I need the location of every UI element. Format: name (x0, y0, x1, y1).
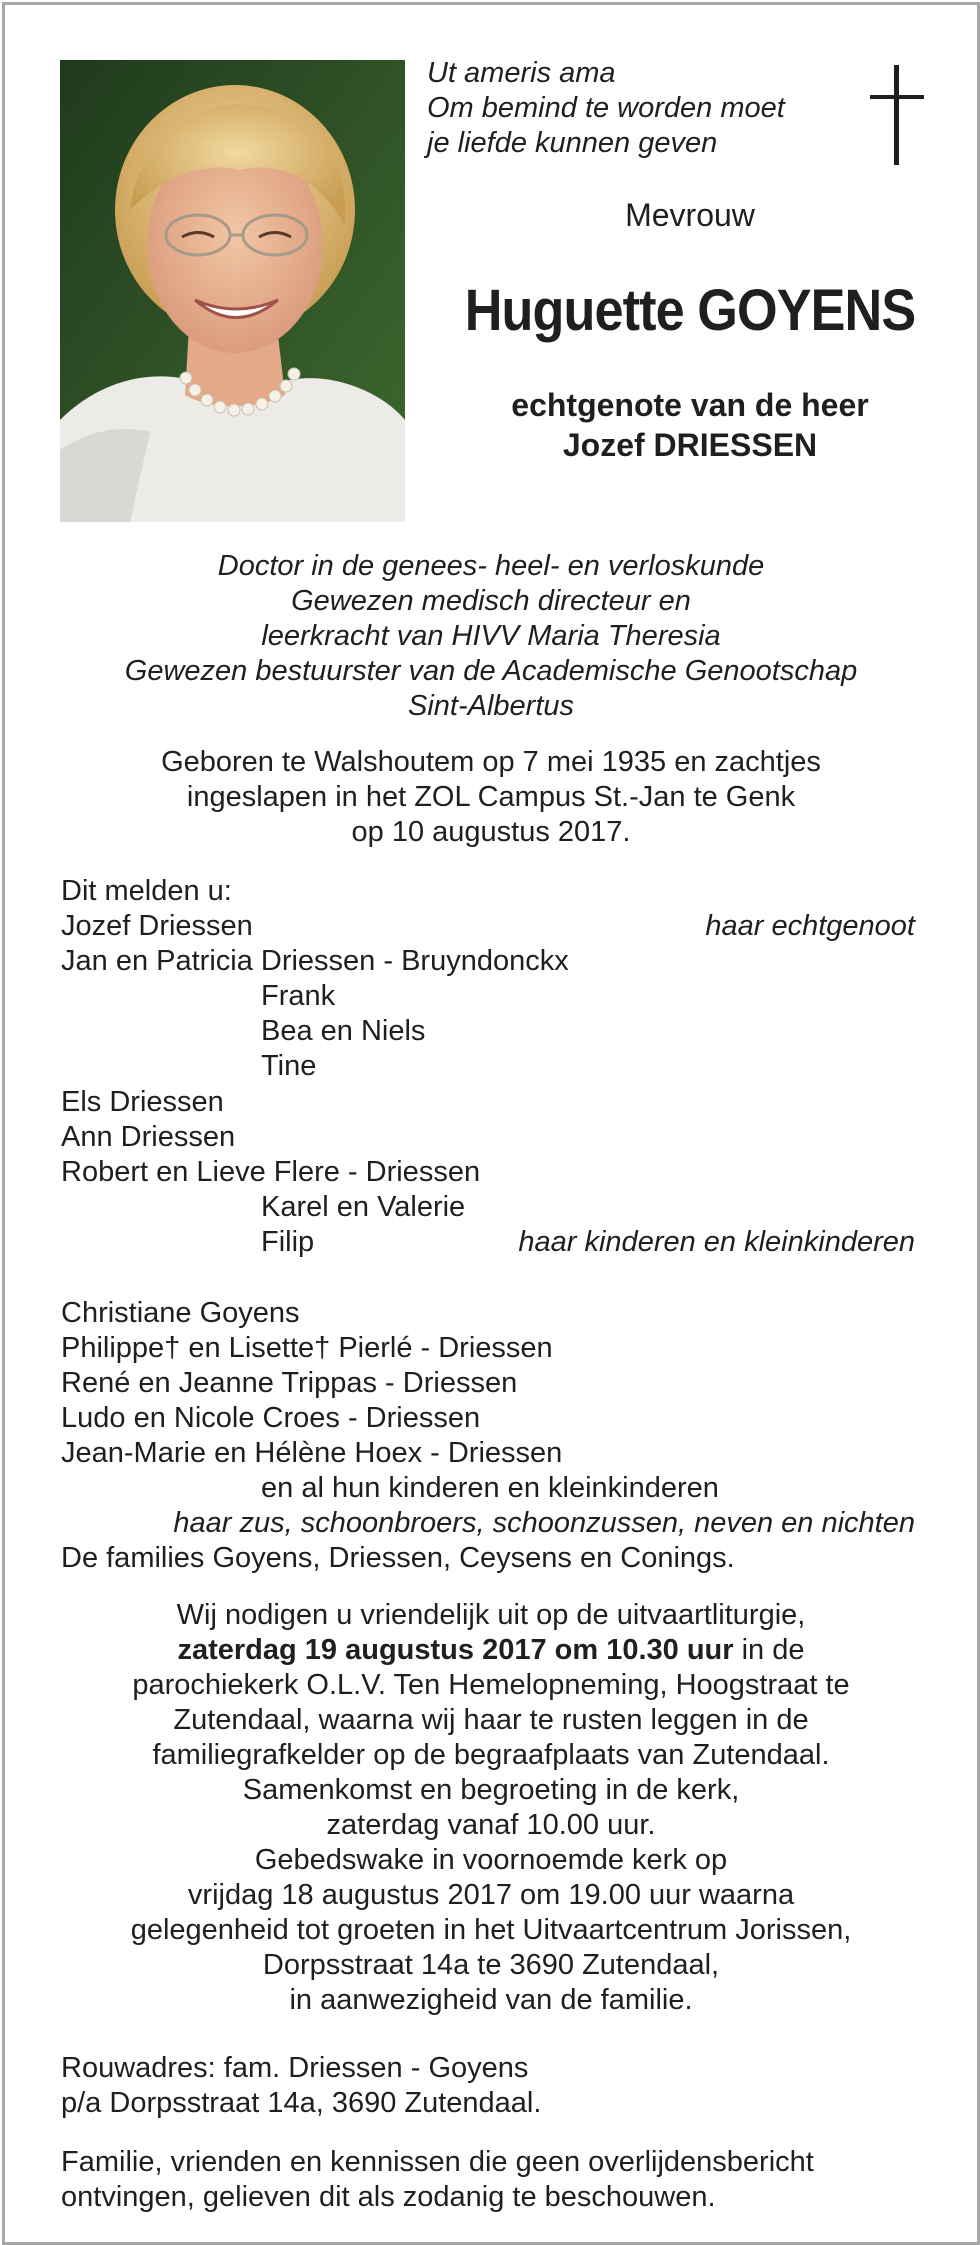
cross-icon (867, 65, 927, 165)
title-line-5: Sint-Albertus (407, 690, 574, 722)
title-line-2: Gewezen medisch directeur en (291, 585, 691, 617)
birth-line-3: op 10 augustus 2017. (351, 816, 631, 848)
grandchild-4: Karel en Valerie (261, 1191, 466, 1223)
family-1: Jan en Patricia Driessen - Bruyndonckx (61, 945, 569, 977)
obituary-card (2, 2, 980, 2245)
family-4: Robert en Lieve Flere - Driessen (61, 1156, 481, 1188)
funeral-line-7: zaterdag vanaf 10.00 uur. (326, 1809, 656, 1841)
closing-line-2: ontvingen, gelieven dit als zodanig te beschouwen. (61, 2181, 716, 2213)
address-line-2: p/a Dorpsstraat 14a, 3690 Zutendaal. (61, 2087, 542, 2119)
spouse-line-1: echtgenote van de heer (511, 387, 869, 423)
motto-line-2: Om bemind te worden moet (427, 92, 785, 124)
funeral-line-6: Samenkomst en begroeting in de kerk, (242, 1774, 740, 1806)
birth-line-1: Geboren te Walshoutem op 7 mei 1935 en zachtjes (161, 746, 821, 778)
grandchild-5: Filip (261, 1226, 315, 1258)
address-line-1: Rouwadres: fam. Driessen - Goyens (61, 2052, 529, 2084)
sibling-1: Christiane Goyens (61, 1297, 300, 1329)
salutation: Mevrouw (625, 197, 755, 233)
funeral-line-8: Gebedswake in voornoemde kerk op (254, 1844, 728, 1876)
title-line-3: leerkracht van HIVV Maria Theresia (261, 620, 721, 652)
sibling-5: Jean-Marie en Hélène Hoex - Driessen (61, 1437, 563, 1469)
portrait-photo (60, 60, 405, 522)
title-line-1: Doctor in de genees- heel- en verloskunde (217, 550, 765, 582)
families-line: De families Goyens, Driessen, Ceysens en Conings. (61, 1542, 735, 1574)
funeral-line-12: in aanwezigheid van de familie. (289, 1984, 693, 2016)
funeral-line-2-rest: in de (733, 1634, 805, 1666)
child-2: Els Driessen (61, 1086, 224, 1118)
closing-line-1: Familie, vrienden en kennissen die geen overlijdensbericht (61, 2146, 814, 2178)
funeral-line-11: Dorpsstraat 14a te 3690 Zutendaal, (262, 1949, 720, 1981)
birth-line-2: ingeslapen in het ZOL Campus St.-Jan te Genk (186, 781, 796, 813)
sibling-4: Ludo en Nicole Croes - Driessen (61, 1402, 481, 1434)
grandchild-2: Bea en Niels (261, 1015, 426, 1047)
funeral-line-3: parochiekerk O.L.V. Ten Hemelopneming, Hoogstraat te (132, 1669, 850, 1701)
sibling-2: Philippe† en Lisette† Pierlé - Driessen (61, 1332, 553, 1364)
sibling-3: René en Jeanne Trippas - Driessen (61, 1367, 518, 1399)
siblings-children: en al hun kinderen en kleinkinderen (261, 1472, 719, 1504)
siblings-relation: haar zus, schoonbroers, schoonzussen, neven en nichten (173, 1507, 915, 1539)
deceased-name: Huguette GOYENS (464, 278, 916, 343)
grandchild-1: Frank (261, 980, 336, 1012)
spouse-relation: haar echtgenoot (705, 910, 915, 942)
grandchild-3: Tine (261, 1050, 317, 1082)
title-line-4: Gewezen bestuurster van de Academische Genootschap (124, 655, 858, 687)
announcers-intro: Dit melden u: (61, 875, 232, 907)
funeral-date: zaterdag 19 augustus 2017 om 10.30 uur (177, 1634, 734, 1666)
funeral-line-1: Wij nodigen u vriendelijk uit op de uitvaartliturgie, (176, 1599, 806, 1631)
funeral-line-10: gelegenheid tot groeten in het Uitvaartcentrum Jorissen, (130, 1914, 852, 1946)
funeral-line-4: Zutendaal, waarna wij haar te rusten leggen in de (173, 1704, 809, 1736)
motto-line-3: je liefde kunnen geven (427, 127, 718, 159)
motto-line-1: Ut ameris ama (427, 57, 616, 89)
spouse-name: Jozef Driessen (61, 910, 253, 942)
funeral-line-9: vrijdag 18 augustus 2017 om 19.00 uur waarna (187, 1879, 795, 1911)
spouse-line-2: Jozef DRIESSEN (562, 427, 818, 463)
children-relation: haar kinderen en kleinkinderen (518, 1226, 915, 1258)
funeral-line-5: familiegrafkelder op de begraafplaats van Zutendaal. (152, 1739, 830, 1771)
child-3: Ann Driessen (61, 1121, 236, 1153)
funeral-line-2 (5, 1633, 977, 1668)
